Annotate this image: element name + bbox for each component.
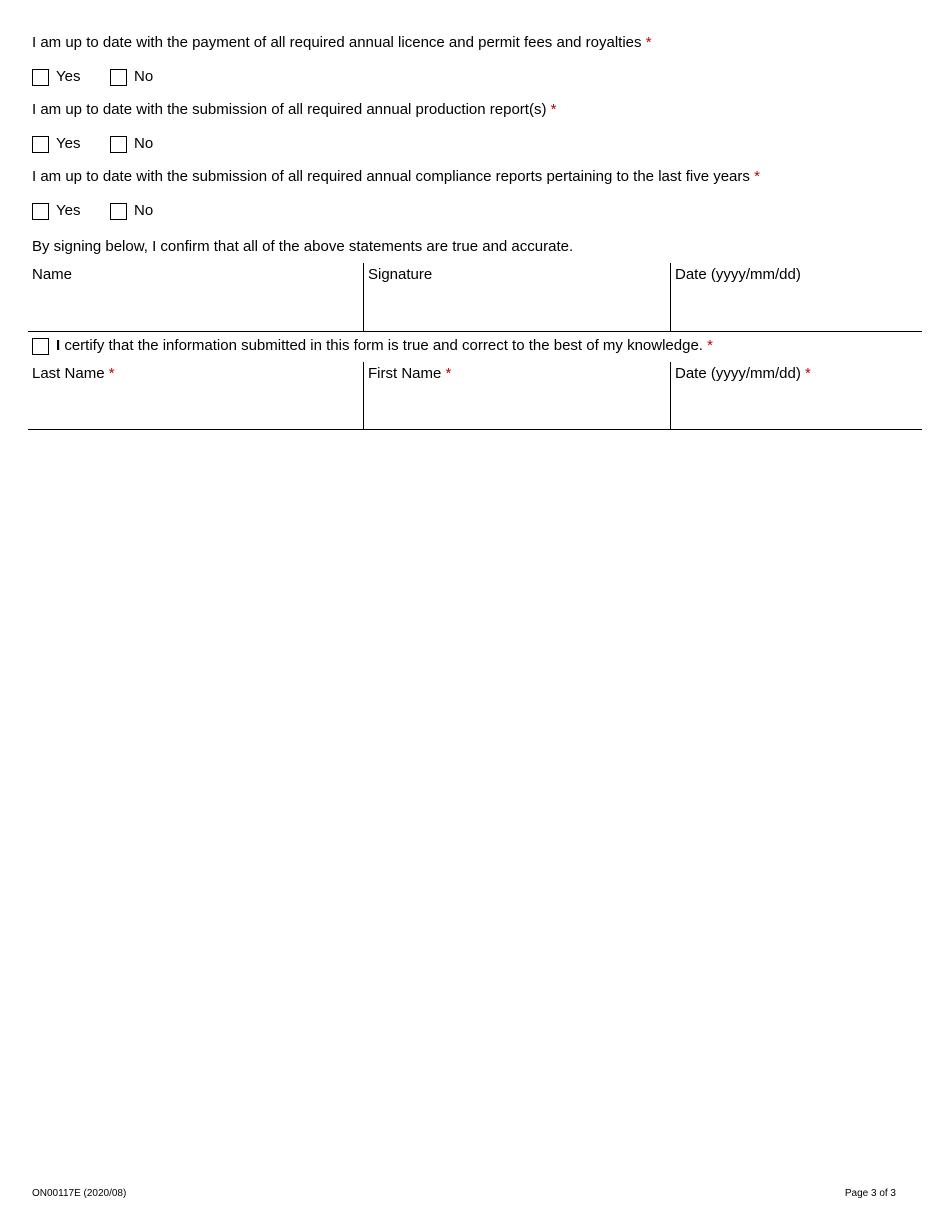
question-compliance-reports [32, 168, 760, 185]
compliance-no-label: No [134, 202, 154, 219]
required-asterisk: * [645, 34, 652, 51]
fees-no-label: No [134, 68, 154, 85]
question-text: I am up to date with the submission of all required annual compliance reports pertaining to the last five years [32, 168, 750, 185]
production-no-checkbox[interactable] [110, 136, 127, 153]
certify-date-label: Date (yyyy/mm/dd) * [675, 365, 811, 382]
production-yes-checkbox[interactable] [32, 136, 49, 153]
first-name-field[interactable] [368, 387, 666, 427]
compliance-no-checkbox[interactable] [110, 203, 127, 220]
name-field[interactable] [32, 288, 360, 328]
form-id: ON00117E (2020/08) [32, 1188, 127, 1199]
date-field[interactable] [675, 288, 917, 328]
required-asterisk: * [550, 101, 557, 118]
certify-statement [56, 337, 713, 354]
column-divider [363, 362, 364, 430]
required-asterisk: * [754, 168, 760, 185]
certify-lead: I [56, 337, 61, 354]
question-fees-royalties [32, 34, 652, 51]
table-bottom-border [28, 331, 922, 332]
column-divider [670, 263, 671, 331]
fees-no-checkbox[interactable] [110, 69, 127, 86]
certify-text: certify that the information submitted in this form is true and correct to the best of my knowledge. [64, 337, 703, 354]
compliance-yes-checkbox[interactable] [32, 203, 49, 220]
signature-field[interactable] [368, 288, 666, 328]
column-divider [363, 263, 364, 331]
first-name-label: First Name * [368, 365, 452, 382]
fees-yes-label: Yes [56, 68, 81, 85]
column-divider [670, 362, 671, 430]
date-label: Date (yyyy/mm/dd) [675, 266, 801, 283]
question-text: I am up to date with the payment of all required annual licence and permit fees and royalties [32, 34, 642, 51]
name-label: Name [32, 266, 73, 283]
certify-date-field[interactable] [675, 387, 917, 427]
signature-label: Signature [368, 266, 433, 283]
production-yes-label: Yes [56, 135, 81, 152]
last-name-label: Last Name * [32, 365, 115, 382]
confirm-statement: By signing below, I confirm that all of the above statements are true and accurate. [32, 238, 574, 255]
compliance-yes-label: Yes [56, 202, 81, 219]
required-asterisk: * [707, 337, 713, 354]
last-name-field[interactable] [32, 387, 360, 427]
question-text: I am up to date with the submission of all required annual production report(s) [32, 101, 547, 118]
question-production-reports [32, 101, 556, 118]
certify-checkbox[interactable] [32, 338, 49, 355]
production-no-label: No [134, 135, 154, 152]
fees-yes-checkbox[interactable] [32, 69, 49, 86]
page-number: Page 3 of 3 [844, 1188, 896, 1199]
table-bottom-border [28, 429, 922, 430]
